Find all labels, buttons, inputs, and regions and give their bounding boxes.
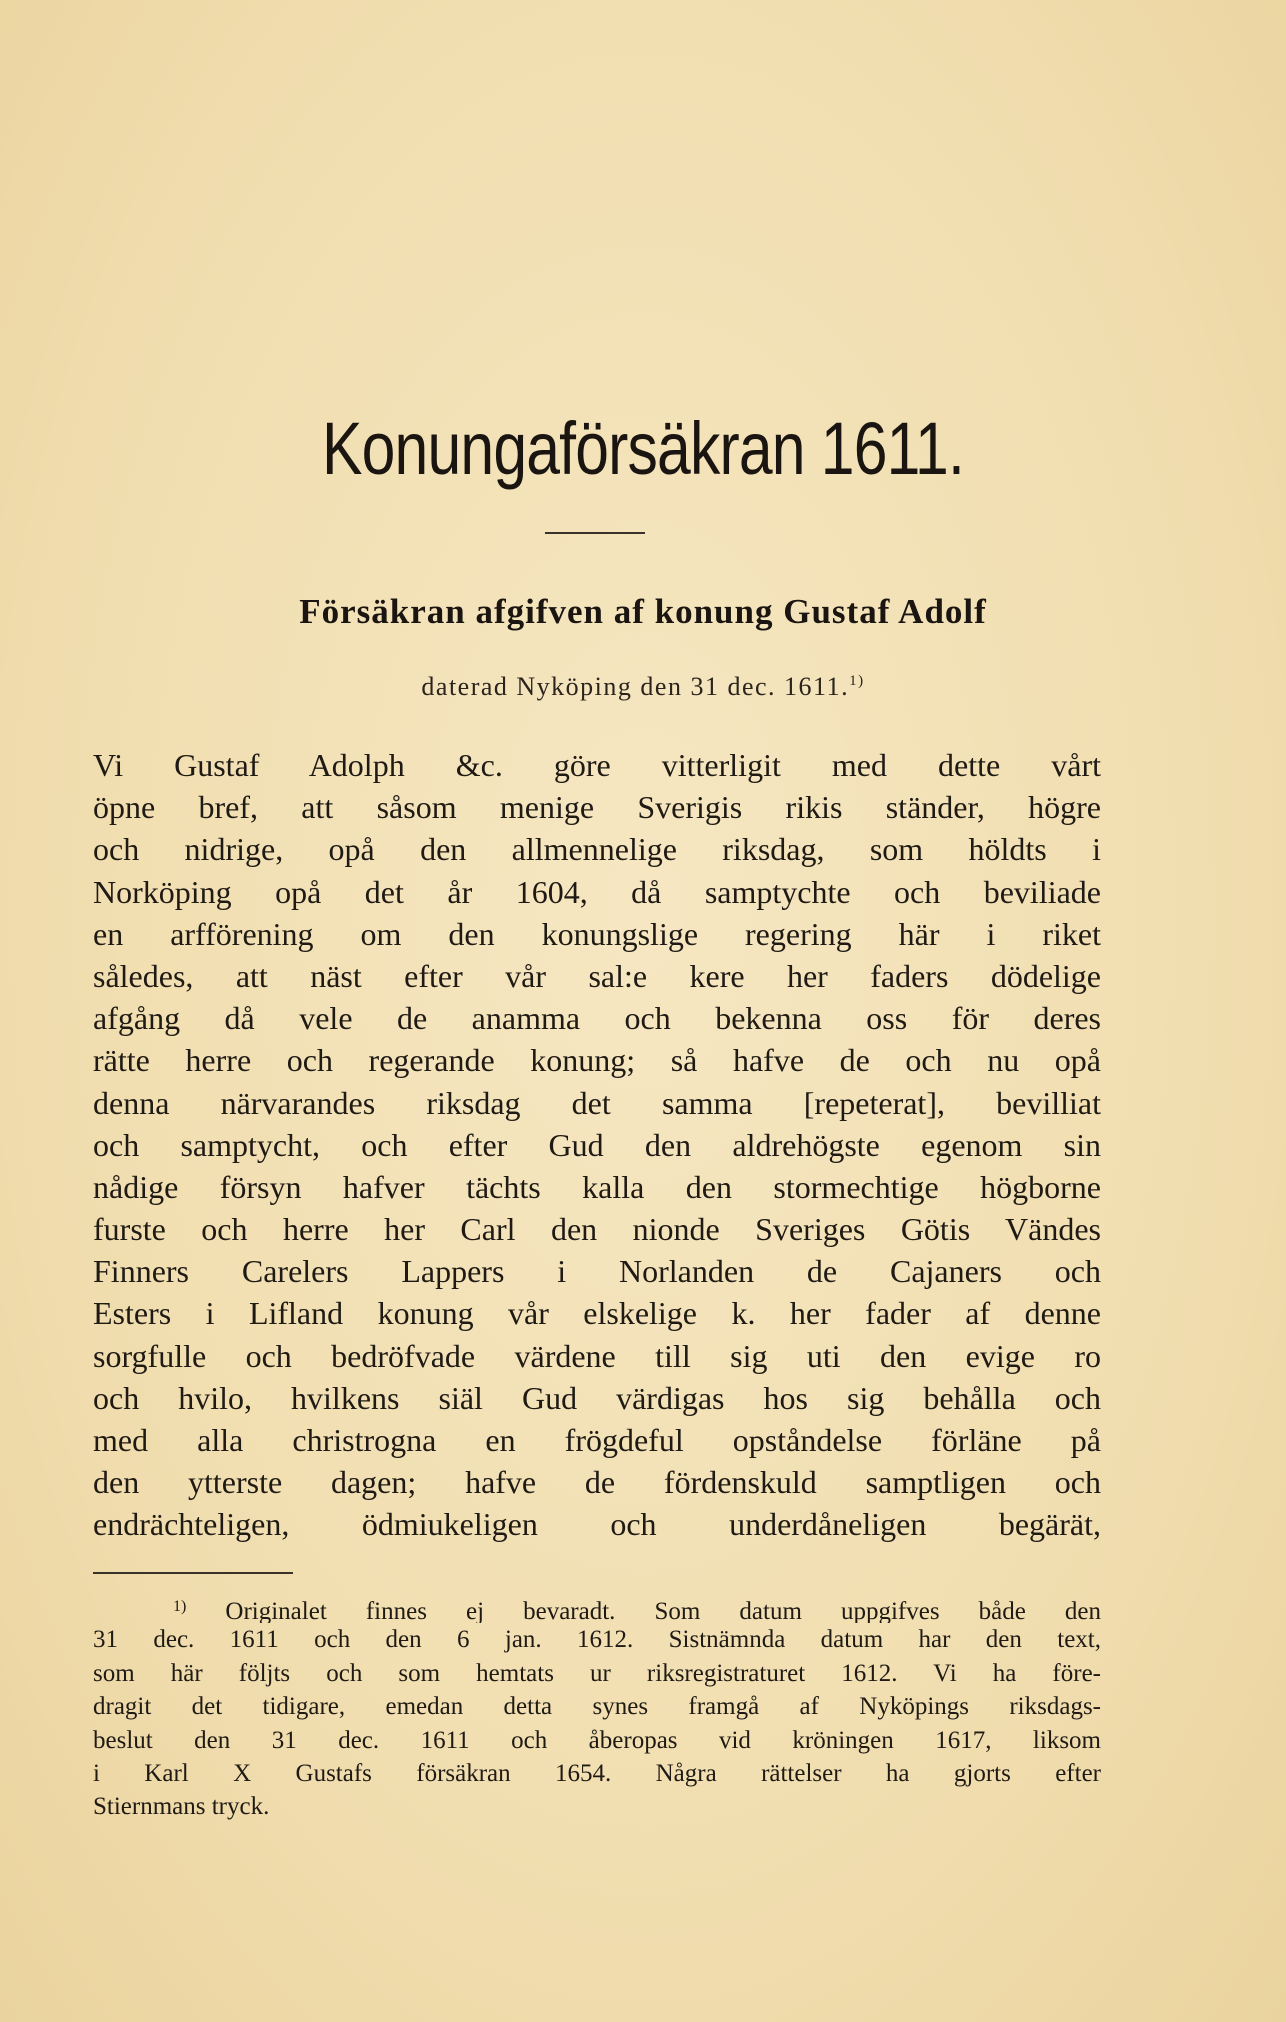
body-line: och hvilo, hvilkens siäl Gud värdigas hos sig behålla och: [93, 1379, 1101, 1416]
footnote-line: i Karl X Gustafs försäkran 1654. Några rättelser ha gjorts efter: [93, 1759, 1101, 1787]
body-line: nådige försyn hafver tächts kalla den stormechtige högborne: [93, 1168, 1101, 1205]
body-line: furste och herre her Carl den nionde Sveriges Götis Vändes: [93, 1211, 1101, 1248]
footnote-line: beslut den 31 dec. 1611 och åberopas vid kröningen 1617, liksom: [93, 1726, 1101, 1754]
body-line: således, att näst efter vår sal:e kere her faders dödelige: [93, 957, 1101, 994]
footnote-line-text: Originalet finnes ej bevaradt. Som datum uppgifves både den: [225, 1598, 1101, 1624]
body-line: Finners Carelers Lappers i Norlanden de Cajaners och: [93, 1253, 1101, 1290]
body-line: sorgfulle och bedröfvade värdene till sig uti den evige ro: [93, 1337, 1101, 1374]
footnote-divider: [93, 1572, 293, 1574]
dateline: [0, 672, 1286, 702]
footnote-line: som här följts och som hemtats ur riksregistraturet 1612. Vi ha före-: [93, 1659, 1101, 1687]
body-line: Norköping opå det år 1604, då samptychte och beviliade: [93, 873, 1101, 910]
body-line: afgång då vele de anamma och bekenna oss för deres: [93, 1000, 1101, 1037]
document-subtitle: Försäkran afgifven af konung Gustaf Adolf: [299, 592, 987, 631]
body-line: denna närvarandes riksdag det samma [repeterat], bevilliat: [93, 1084, 1101, 1121]
body-line: öpne bref, att såsom menige Sverigis rikis ständer, högre: [93, 789, 1101, 826]
footnote-reference: 1): [849, 673, 865, 689]
body-text: [93, 744, 1101, 1546]
footnote-line: Stiernmans tryck.: [93, 1793, 270, 1821]
footnote-mark: 1): [173, 1598, 187, 1615]
body-line: och samptycht, och efter Gud den aldrehögste egenom sin: [93, 1126, 1101, 1163]
footnote-line: dragit det tidigare, emedan detta synes framgå af Nyköpings riksdags-: [93, 1693, 1101, 1721]
body-line: med alla christrogna en frögdeful opståndelse förläne på: [93, 1422, 1101, 1458]
body-line: rätte herre och regerande konung; så hafve de och nu opå: [93, 1042, 1101, 1079]
footnote: [93, 1590, 1101, 1824]
title-divider: [545, 532, 645, 534]
body-line: den ytterste dagen; hafve de fördenskuld samptligen och: [93, 1464, 1101, 1501]
footnote-line: [93, 1590, 1101, 1623]
body-line: endrächteligen, ödmiukeligen och underdåneligen begärät,: [93, 1506, 1101, 1543]
page-title: Konungaförsäkran 1611.: [321, 407, 965, 490]
footnote-line: 31 dec. 1611 och den 6 jan. 1612. Sistnämnda datum har den text,: [93, 1626, 1101, 1654]
dateline-text: daterad Nyköping den 31 dec. 1611.: [421, 672, 850, 701]
body-line: och nidrige, opå den allmennelige riksdag, som höldts i: [93, 831, 1101, 868]
body-line: en arfförening om den konungslige regering här i riket: [93, 915, 1101, 952]
body-line: Vi Gustaf Adolph &c. göre vitterligit med dette vårt: [93, 747, 1101, 783]
body-line: Esters i Lifland konung vår elskelige k. her fader af denne: [93, 1295, 1101, 1332]
